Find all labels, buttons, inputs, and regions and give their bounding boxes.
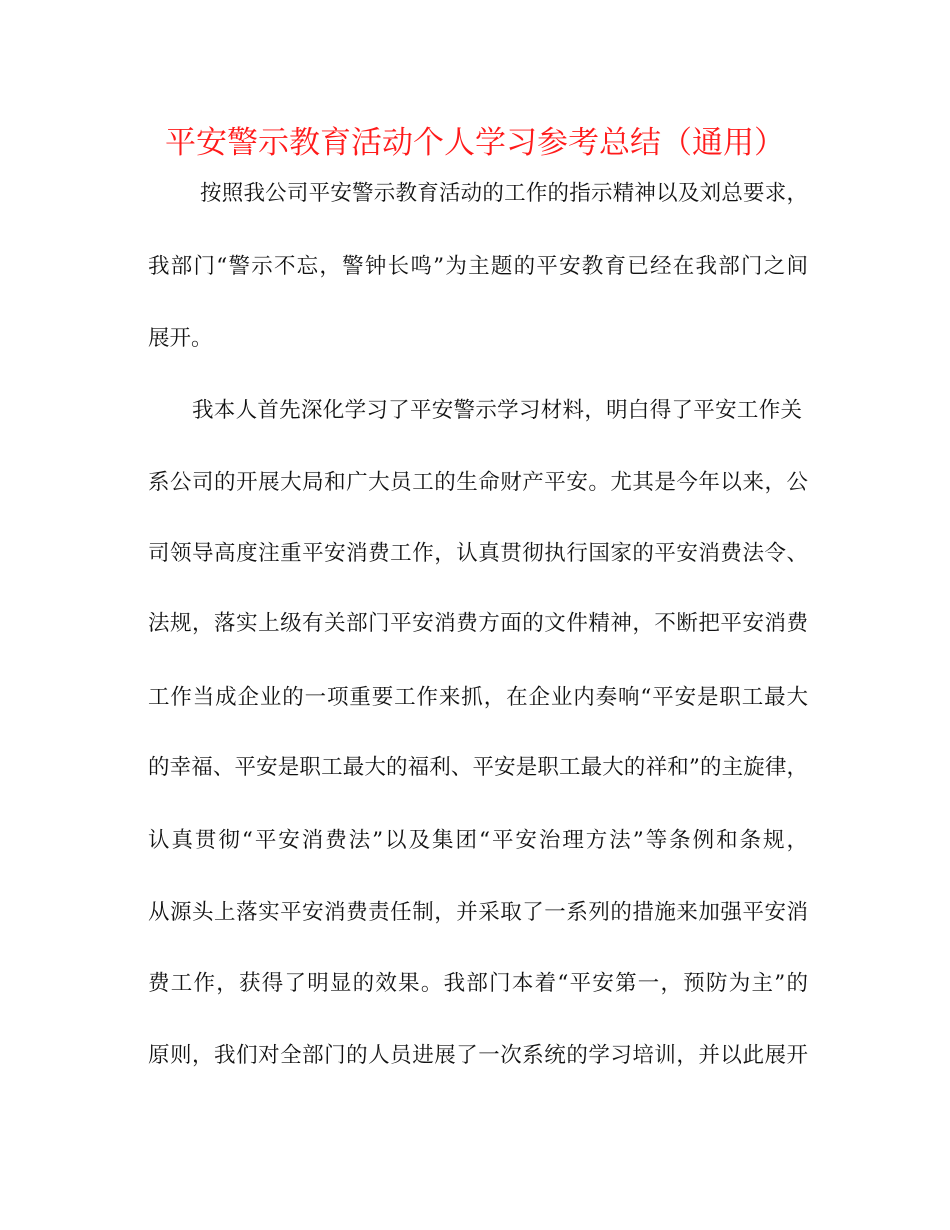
paragraph-line: 展开。 (148, 326, 213, 351)
paragraph-line: 系公司的开展大局和广大员工的生命财产平安。尤其是今年以来，公 (148, 470, 808, 495)
paragraph-line: 我部门“警示不忘，警钟长鸣”为主题的平安教育已经在我部门之间 (148, 254, 808, 279)
paragraph-line: 费工作，获得了明显的效果。我部门本着“平安第一，预防为主”的 (148, 971, 808, 996)
paragraph-line: 的幸福、平安是职工最大的福利、平安是职工最大的祥和”的主旋律， (148, 755, 808, 780)
paragraph-line: 司领导高度注重平安消费工作，认真贯彻执行国家的平安消费法令、 (148, 541, 808, 566)
paragraph-line: 认真贯彻“平安消费法”以及集团“平安治理方法”等条例和条规， (148, 828, 808, 853)
paragraph-line: 按照我公司平安警示教育活动的工作的指示精神以及刘总要求， (200, 181, 808, 206)
paragraph-line: 我本人首先深化学习了平安警示学习材料，明白得了平安工作关 (192, 398, 802, 423)
paragraph-line: 从源头上落实平安消费责任制，并采取了一系列的措施来加强平安消 (148, 900, 808, 925)
paragraph-line: 法规，落实上级有关部门平安消费方面的文件精神，不断把平安消费 (148, 611, 808, 636)
paragraph-line: 原则，我们对全部门的人员进展了一次系统的学习培训，并以此展开 (148, 1043, 808, 1068)
document-title: 平安警示教育活动个人学习参考总结（通用） (165, 125, 785, 161)
paragraph-line: 工作当成企业的一项重要工作来抓，在企业内奏响“平安是职工最大 (148, 685, 808, 710)
